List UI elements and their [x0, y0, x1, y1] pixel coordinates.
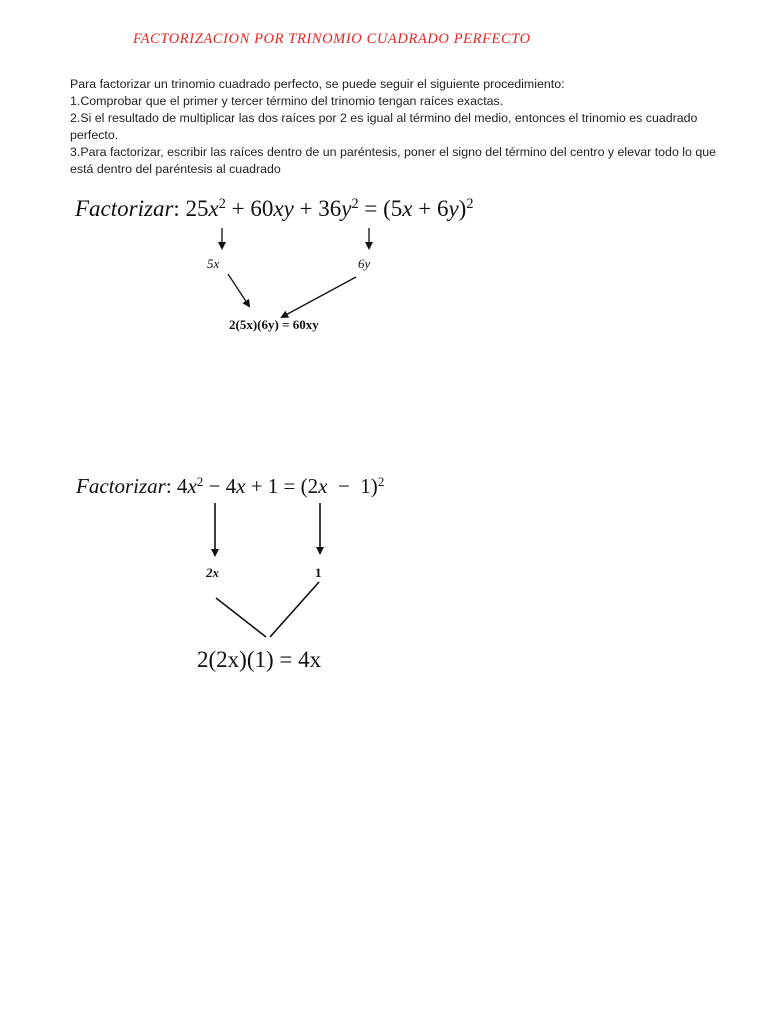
intro-line: Para factorizar un trinomio cuadrado perfecto, se puede seguir el siguiente procedimiento: — [70, 77, 565, 91]
example1-check: 2(5x)(6y) = 60xy — [229, 317, 319, 332]
page-title: FACTORIZACION POR TRINOMIO CUADRADO PERFECTO — [133, 31, 531, 47]
arrow-diagonal-icon — [282, 277, 356, 317]
example2-label: Factorizar — [76, 474, 166, 498]
example2-root-a: 2x — [206, 565, 219, 580]
example1-equation: Factorizar: $25x^2 + 60xy + 36y^2 = (5x + 6y)^2$ — [75, 196, 474, 221]
step-3: 3.Para factorizar, escribir las raíces dentro de un paréntesis, poner el signo del término del centro y elevar todo lo que está dentro del paréntesis al cuadrado — [70, 145, 717, 176]
step-2: 2.Si el resultado de multiplicar las dos raíces por 2 es igual al término del medio, entonces el trinomio es cuadrado perfecto. — [70, 111, 698, 142]
example2-check: 2(2x)(1) = 4x — [197, 647, 322, 672]
example2-root-b: 1 — [315, 565, 322, 580]
connector-line — [216, 598, 266, 637]
example1-root-a: 5x — [207, 256, 220, 271]
step-1: 1.Comprobar que el primer y tercer término del trinomio tengan raíces exactas. — [70, 94, 504, 108]
example2-equation: Factorizar: $4x^2 - 4x + 1 = (2x - 1)^2$ — [76, 473, 385, 498]
example1-root-b: 6y — [358, 256, 371, 271]
arrow-diagonal-icon — [228, 274, 249, 306]
connector-line — [270, 582, 319, 637]
intro-text — [70, 76, 740, 178]
example1-label: Factorizar — [75, 196, 174, 221]
